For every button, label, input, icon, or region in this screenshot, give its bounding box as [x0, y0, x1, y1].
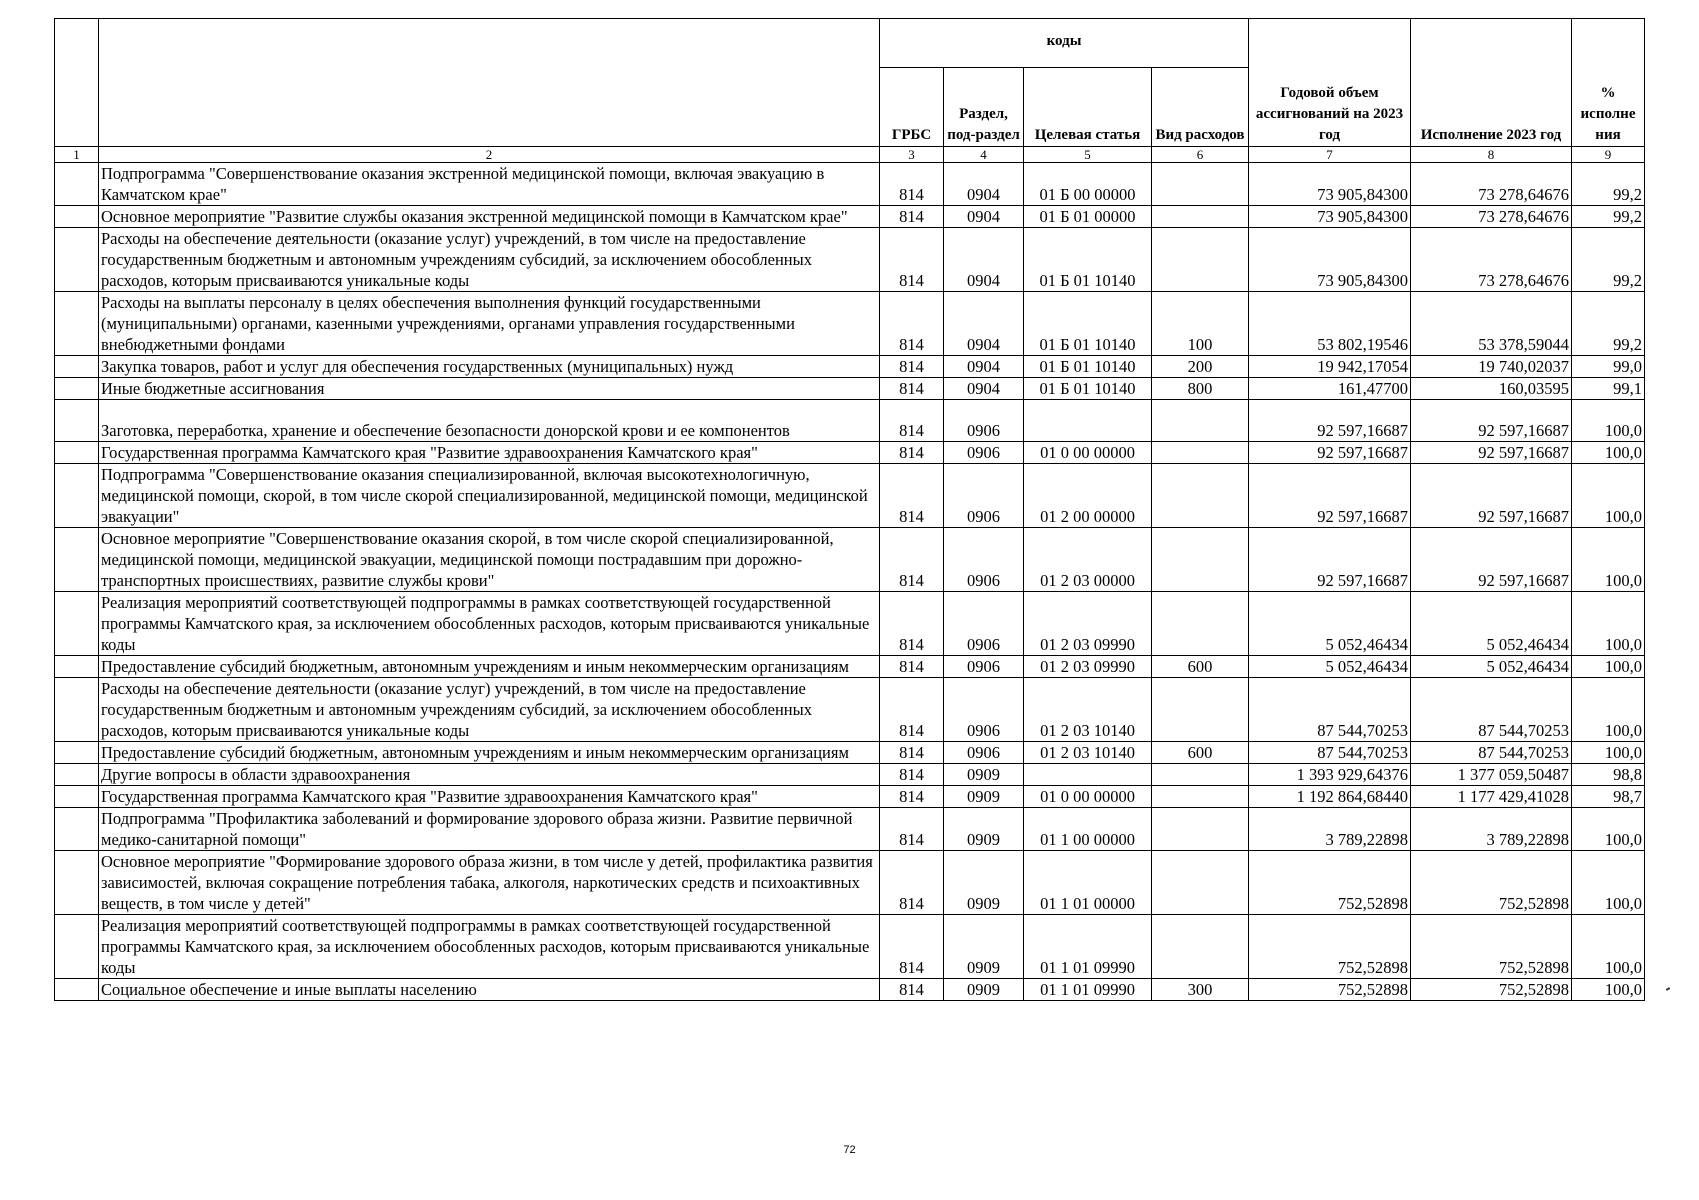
row-execution-cell: 87 544,70253 — [1411, 678, 1572, 742]
row-execution-cell: 73 278,64676 — [1411, 163, 1572, 206]
page-number: 72 — [843, 1144, 856, 1156]
table-row — [55, 464, 1645, 528]
row-index-cell — [55, 292, 99, 356]
row-execution-cell: 752,52898 — [1411, 979, 1572, 1001]
row-execution-cell: 53 378,59044 — [1411, 292, 1572, 356]
row-grbs-cell: 814 — [880, 656, 944, 678]
row-execution-cell: 92 597,16687 — [1411, 400, 1572, 442]
row-index-cell — [55, 979, 99, 1001]
column-number-row — [55, 147, 1645, 163]
row-index-cell — [55, 442, 99, 464]
row-type-cell — [1152, 786, 1249, 808]
row-percent-cell: 100,0 — [1572, 915, 1645, 979]
row-name-cell: Государственная программа Камчатского края "Развитие здравоохранения Камчатского края" — [99, 442, 880, 464]
row-annual-cell: 19 942,17054 — [1249, 356, 1411, 378]
row-percent-cell: 100,0 — [1572, 528, 1645, 592]
row-name-cell: Закупка товаров, работ и услуг для обеспечения государственных (муниципальных) нужд — [99, 356, 880, 378]
row-type-cell — [1152, 678, 1249, 742]
row-section-cell: 0904 — [944, 292, 1024, 356]
row-annual-cell: 752,52898 — [1249, 851, 1411, 915]
row-type-cell: 800 — [1152, 378, 1249, 400]
row-percent-cell: 99,1 — [1572, 378, 1645, 400]
table-row — [55, 528, 1645, 592]
row-index-cell — [55, 356, 99, 378]
row-grbs-cell: 814 — [880, 356, 944, 378]
row-annual-cell: 87 544,70253 — [1249, 742, 1411, 764]
row-annual-cell: 92 597,16687 — [1249, 528, 1411, 592]
row-name-cell: Основное мероприятие "Развитие службы оказания экстренной медицинской помощи в Камчатском крае" — [99, 206, 880, 228]
row-percent-cell: 100,0 — [1572, 742, 1645, 764]
table-row — [55, 678, 1645, 742]
header-blank-name — [99, 19, 880, 147]
row-percent-cell: 100,0 — [1572, 464, 1645, 528]
row-index-cell — [55, 678, 99, 742]
row-annual-cell: 5 052,46434 — [1249, 656, 1411, 678]
table-row — [55, 292, 1645, 356]
header-blank-index — [55, 19, 99, 147]
row-execution-cell: 73 278,64676 — [1411, 228, 1572, 292]
row-percent-cell: 100,0 — [1572, 678, 1645, 742]
row-annual-cell: 752,52898 — [1249, 915, 1411, 979]
column-number: 5 — [1024, 147, 1152, 163]
row-section-cell: 0906 — [944, 592, 1024, 656]
row-target-cell: 01 Б 01 10140 — [1024, 228, 1152, 292]
row-annual-cell: 73 905,84300 — [1249, 163, 1411, 206]
row-percent-cell: 98,8 — [1572, 764, 1645, 786]
row-name-cell: Предоставление субсидий бюджетным, автономным учреждениям и иным некоммерческим организациям — [99, 742, 880, 764]
row-annual-cell: 752,52898 — [1249, 979, 1411, 1001]
table-row — [55, 228, 1645, 292]
row-target-cell: 01 Б 01 00000 — [1024, 206, 1152, 228]
row-type-cell — [1152, 592, 1249, 656]
row-target-cell: 01 2 03 10140 — [1024, 742, 1152, 764]
row-section-cell: 0906 — [944, 678, 1024, 742]
row-target-cell: 01 Б 01 10140 — [1024, 292, 1152, 356]
row-type-cell: 600 — [1152, 656, 1249, 678]
row-grbs-cell: 814 — [880, 915, 944, 979]
column-number: 4 — [944, 147, 1024, 163]
table-header — [55, 19, 1645, 163]
row-execution-cell: 752,52898 — [1411, 851, 1572, 915]
row-percent-cell: 100,0 — [1572, 592, 1645, 656]
row-grbs-cell: 814 — [880, 808, 944, 851]
row-target-cell: 01 2 00 00000 — [1024, 464, 1152, 528]
row-grbs-cell: 814 — [880, 206, 944, 228]
table-row — [55, 400, 1645, 442]
row-index-cell — [55, 163, 99, 206]
row-target-cell: 01 Б 01 10140 — [1024, 378, 1152, 400]
row-annual-cell: 92 597,16687 — [1249, 442, 1411, 464]
row-index-cell — [55, 851, 99, 915]
row-index-cell — [55, 464, 99, 528]
row-index-cell — [55, 400, 99, 442]
row-section-cell: 0909 — [944, 808, 1024, 851]
row-index-cell — [55, 528, 99, 592]
row-type-cell — [1152, 915, 1249, 979]
row-execution-cell: 19 740,02037 — [1411, 356, 1572, 378]
row-type-cell — [1152, 206, 1249, 228]
row-execution-cell: 5 052,46434 — [1411, 592, 1572, 656]
header-annual: Годовой объем ассигнований на 2023 год — [1249, 19, 1411, 147]
row-annual-cell: 1 192 864,68440 — [1249, 786, 1411, 808]
row-section-cell: 0906 — [944, 442, 1024, 464]
row-type-cell — [1152, 228, 1249, 292]
row-type-cell — [1152, 163, 1249, 206]
row-target-cell: 01 0 00 00000 — [1024, 786, 1152, 808]
column-number: 1 — [55, 147, 99, 163]
row-index-cell — [55, 786, 99, 808]
row-target-cell: 01 2 03 09990 — [1024, 656, 1152, 678]
row-target-cell — [1024, 400, 1152, 442]
table-row — [55, 163, 1645, 206]
row-target-cell: 01 2 03 00000 — [1024, 528, 1152, 592]
row-section-cell: 0906 — [944, 400, 1024, 442]
row-percent-cell: 99,2 — [1572, 292, 1645, 356]
table-row — [55, 592, 1645, 656]
row-type-cell — [1152, 528, 1249, 592]
row-percent-cell: 100,0 — [1572, 400, 1645, 442]
column-number: 8 — [1411, 147, 1572, 163]
header-percent: % исполне ния — [1572, 19, 1645, 147]
row-annual-cell: 92 597,16687 — [1249, 400, 1411, 442]
row-execution-cell: 5 052,46434 — [1411, 656, 1572, 678]
row-execution-cell: 92 597,16687 — [1411, 528, 1572, 592]
row-percent-cell: 99,2 — [1572, 228, 1645, 292]
row-name-cell: Иные бюджетные ассигнования — [99, 378, 880, 400]
row-name-cell: Расходы на обеспечение деятельности (оказание услуг) учреждений, в том числе на предоставление государственным бюджетным и автономным учреждениям субсидий, за исключением обособленных расходов, которым присваиваются уникальные коды — [99, 228, 880, 292]
row-type-cell — [1152, 808, 1249, 851]
row-index-cell — [55, 592, 99, 656]
row-section-cell: 0904 — [944, 206, 1024, 228]
row-type-cell — [1152, 764, 1249, 786]
row-type-cell — [1152, 464, 1249, 528]
row-execution-cell: 1 377 059,50487 — [1411, 764, 1572, 786]
row-annual-cell: 92 597,16687 — [1249, 464, 1411, 528]
header-expense-type: Вид расходов — [1152, 68, 1249, 147]
row-grbs-cell: 814 — [880, 528, 944, 592]
table-row — [55, 786, 1645, 808]
row-type-cell: 300 — [1152, 979, 1249, 1001]
row-grbs-cell: 814 — [880, 464, 944, 528]
row-percent-cell: 100,0 — [1572, 851, 1645, 915]
column-number: 9 — [1572, 147, 1645, 163]
row-target-cell: 01 0 00 00000 — [1024, 442, 1152, 464]
row-execution-cell: 3 789,22898 — [1411, 808, 1572, 851]
row-index-cell — [55, 378, 99, 400]
row-grbs-cell: 814 — [880, 400, 944, 442]
table-row — [55, 851, 1645, 915]
row-grbs-cell: 814 — [880, 163, 944, 206]
row-percent-cell: 100,0 — [1572, 808, 1645, 851]
row-grbs-cell: 814 — [880, 851, 944, 915]
table-row — [55, 442, 1645, 464]
row-section-cell: 0909 — [944, 851, 1024, 915]
row-target-cell: 01 2 03 10140 — [1024, 678, 1152, 742]
row-section-cell: 0906 — [944, 464, 1024, 528]
row-execution-cell: 160,03595 — [1411, 378, 1572, 400]
row-grbs-cell: 814 — [880, 292, 944, 356]
header-grbs: ГРБС — [880, 68, 944, 147]
row-percent-cell: 100,0 — [1572, 442, 1645, 464]
row-annual-cell: 1 393 929,64376 — [1249, 764, 1411, 786]
row-index-cell — [55, 206, 99, 228]
row-type-cell: 100 — [1152, 292, 1249, 356]
row-target-cell: 01 Б 01 10140 — [1024, 356, 1152, 378]
row-execution-cell: 1 177 429,41028 — [1411, 786, 1572, 808]
row-section-cell: 0909 — [944, 979, 1024, 1001]
row-section-cell: 0904 — [944, 163, 1024, 206]
row-grbs-cell: 814 — [880, 979, 944, 1001]
row-name-cell: Подпрограмма "Профилактика заболеваний и формирование здорового образа жизни. Развитие первичной медико-санитарной помощи" — [99, 808, 880, 851]
row-grbs-cell: 814 — [880, 678, 944, 742]
row-percent-cell: 100,0 — [1572, 979, 1645, 1001]
header-target: Целевая статья — [1024, 68, 1152, 147]
row-execution-cell: 87 544,70253 — [1411, 742, 1572, 764]
row-name-cell: Заготовка, переработка, хранение и обеспечение безопасности донорской крови и ее компонентов — [99, 400, 880, 442]
scan-mark — [1666, 987, 1670, 991]
column-number: 6 — [1152, 147, 1249, 163]
row-execution-cell: 73 278,64676 — [1411, 206, 1572, 228]
row-target-cell: 01 2 03 09990 — [1024, 592, 1152, 656]
row-grbs-cell: 814 — [880, 742, 944, 764]
table-row — [55, 979, 1645, 1001]
row-annual-cell: 3 789,22898 — [1249, 808, 1411, 851]
row-name-cell: Расходы на обеспечение деятельности (оказание услуг) учреждений, в том числе на предоставление государственным бюджетным и автономным учреждениям субсидий, за исключением обособленных расходов, которым присваиваются уникальные коды — [99, 678, 880, 742]
column-number: 3 — [880, 147, 944, 163]
row-index-cell — [55, 656, 99, 678]
row-grbs-cell: 814 — [880, 786, 944, 808]
row-grbs-cell: 814 — [880, 592, 944, 656]
row-annual-cell: 161,47700 — [1249, 378, 1411, 400]
header-codes: коды — [880, 19, 1249, 68]
row-execution-cell: 752,52898 — [1411, 915, 1572, 979]
row-type-cell — [1152, 851, 1249, 915]
header-section: Раздел, под-раздел — [944, 68, 1024, 147]
header-execution: Исполнение 2023 год — [1411, 19, 1572, 147]
row-grbs-cell: 814 — [880, 442, 944, 464]
row-section-cell: 0909 — [944, 764, 1024, 786]
row-index-cell — [55, 228, 99, 292]
row-target-cell: 01 1 01 09990 — [1024, 915, 1152, 979]
row-section-cell: 0906 — [944, 528, 1024, 592]
table-row — [55, 656, 1645, 678]
table-row — [55, 808, 1645, 851]
row-percent-cell: 99,0 — [1572, 356, 1645, 378]
row-target-cell — [1024, 764, 1152, 786]
row-type-cell — [1152, 400, 1249, 442]
row-index-cell — [55, 915, 99, 979]
row-target-cell: 01 1 01 09990 — [1024, 979, 1152, 1001]
budget-table — [54, 18, 1645, 1001]
row-execution-cell: 92 597,16687 — [1411, 442, 1572, 464]
row-target-cell: 01 Б 00 00000 — [1024, 163, 1152, 206]
column-number: 2 — [99, 147, 880, 163]
row-type-cell: 200 — [1152, 356, 1249, 378]
row-name-cell: Основное мероприятие "Совершенствование оказания скорой, в том числе скорой специализированной, медицинской помощи, медицинской эвакуации, медицинской помощи пострадавшим при дорожно-транспортных происшествиях, развитие службы крови" — [99, 528, 880, 592]
row-target-cell: 01 1 00 00000 — [1024, 808, 1152, 851]
row-section-cell: 0904 — [944, 378, 1024, 400]
row-execution-cell: 92 597,16687 — [1411, 464, 1572, 528]
table-row — [55, 206, 1645, 228]
row-annual-cell: 73 905,84300 — [1249, 206, 1411, 228]
table-row — [55, 742, 1645, 764]
row-name-cell: Расходы на выплаты персоналу в целях обеспечения выполнения функций государственными (муниципальными) органами, казенными учреждениями, органами управления государственными внебюджетными фондами — [99, 292, 880, 356]
row-annual-cell: 5 052,46434 — [1249, 592, 1411, 656]
row-section-cell: 0909 — [944, 915, 1024, 979]
row-annual-cell: 87 544,70253 — [1249, 678, 1411, 742]
table-row — [55, 915, 1645, 979]
row-name-cell: Подпрограмма "Совершенствование оказания экстренной медицинской помощи, включая эвакуацию в Камчатском крае" — [99, 163, 880, 206]
row-name-cell: Предоставление субсидий бюджетным, автономным учреждениям и иным некоммерческим организациям — [99, 656, 880, 678]
row-annual-cell: 53 802,19546 — [1249, 292, 1411, 356]
table-row — [55, 356, 1645, 378]
row-grbs-cell: 814 — [880, 764, 944, 786]
row-grbs-cell: 814 — [880, 228, 944, 292]
row-section-cell: 0904 — [944, 356, 1024, 378]
table-row — [55, 378, 1645, 400]
row-percent-cell: 98,7 — [1572, 786, 1645, 808]
row-name-cell: Реализация мероприятий соответствующей подпрограммы в рамках соответствующей государственной программы Камчатского края, за исключением обособленных расходов, которым присваиваются уникальные коды — [99, 592, 880, 656]
row-annual-cell: 73 905,84300 — [1249, 228, 1411, 292]
row-section-cell: 0909 — [944, 786, 1024, 808]
row-section-cell: 0906 — [944, 742, 1024, 764]
row-name-cell: Государственная программа Камчатского края "Развитие здравоохранения Камчатского края" — [99, 786, 880, 808]
row-target-cell: 01 1 01 00000 — [1024, 851, 1152, 915]
row-type-cell — [1152, 442, 1249, 464]
row-name-cell: Основное мероприятие "Формирование здорового образа жизни, в том числе у детей, профилактика развития зависимостей, включая сокращение потребления табака, алкоголя, наркотических средств и психоактивных веществ, в том числе у детей" — [99, 851, 880, 915]
row-percent-cell: 99,2 — [1572, 206, 1645, 228]
column-number: 7 — [1249, 147, 1411, 163]
row-name-cell: Другие вопросы в области здравоохранения — [99, 764, 880, 786]
row-index-cell — [55, 808, 99, 851]
row-type-cell: 600 — [1152, 742, 1249, 764]
row-grbs-cell: 814 — [880, 378, 944, 400]
table-body — [55, 163, 1645, 1001]
table-row — [55, 764, 1645, 786]
budget-document — [54, 18, 1644, 1001]
row-name-cell: Подпрограмма "Совершенствование оказания специализированной, включая высокотехнологичную, медицинской помощи, скорой, в том числе скорой специализированной, медицинской помощи, медицинской эвакуации" — [99, 464, 880, 528]
row-percent-cell: 100,0 — [1572, 656, 1645, 678]
row-section-cell: 0904 — [944, 228, 1024, 292]
row-name-cell: Реализация мероприятий соответствующей подпрограммы в рамках соответствующей государственной программы Камчатского края, за исключением обособленных расходов, которым присваиваются уникальные коды — [99, 915, 880, 979]
row-section-cell: 0906 — [944, 656, 1024, 678]
row-index-cell — [55, 764, 99, 786]
row-index-cell — [55, 742, 99, 764]
row-name-cell: Социальное обеспечение и иные выплаты населению — [99, 979, 880, 1001]
row-percent-cell: 99,2 — [1572, 163, 1645, 206]
